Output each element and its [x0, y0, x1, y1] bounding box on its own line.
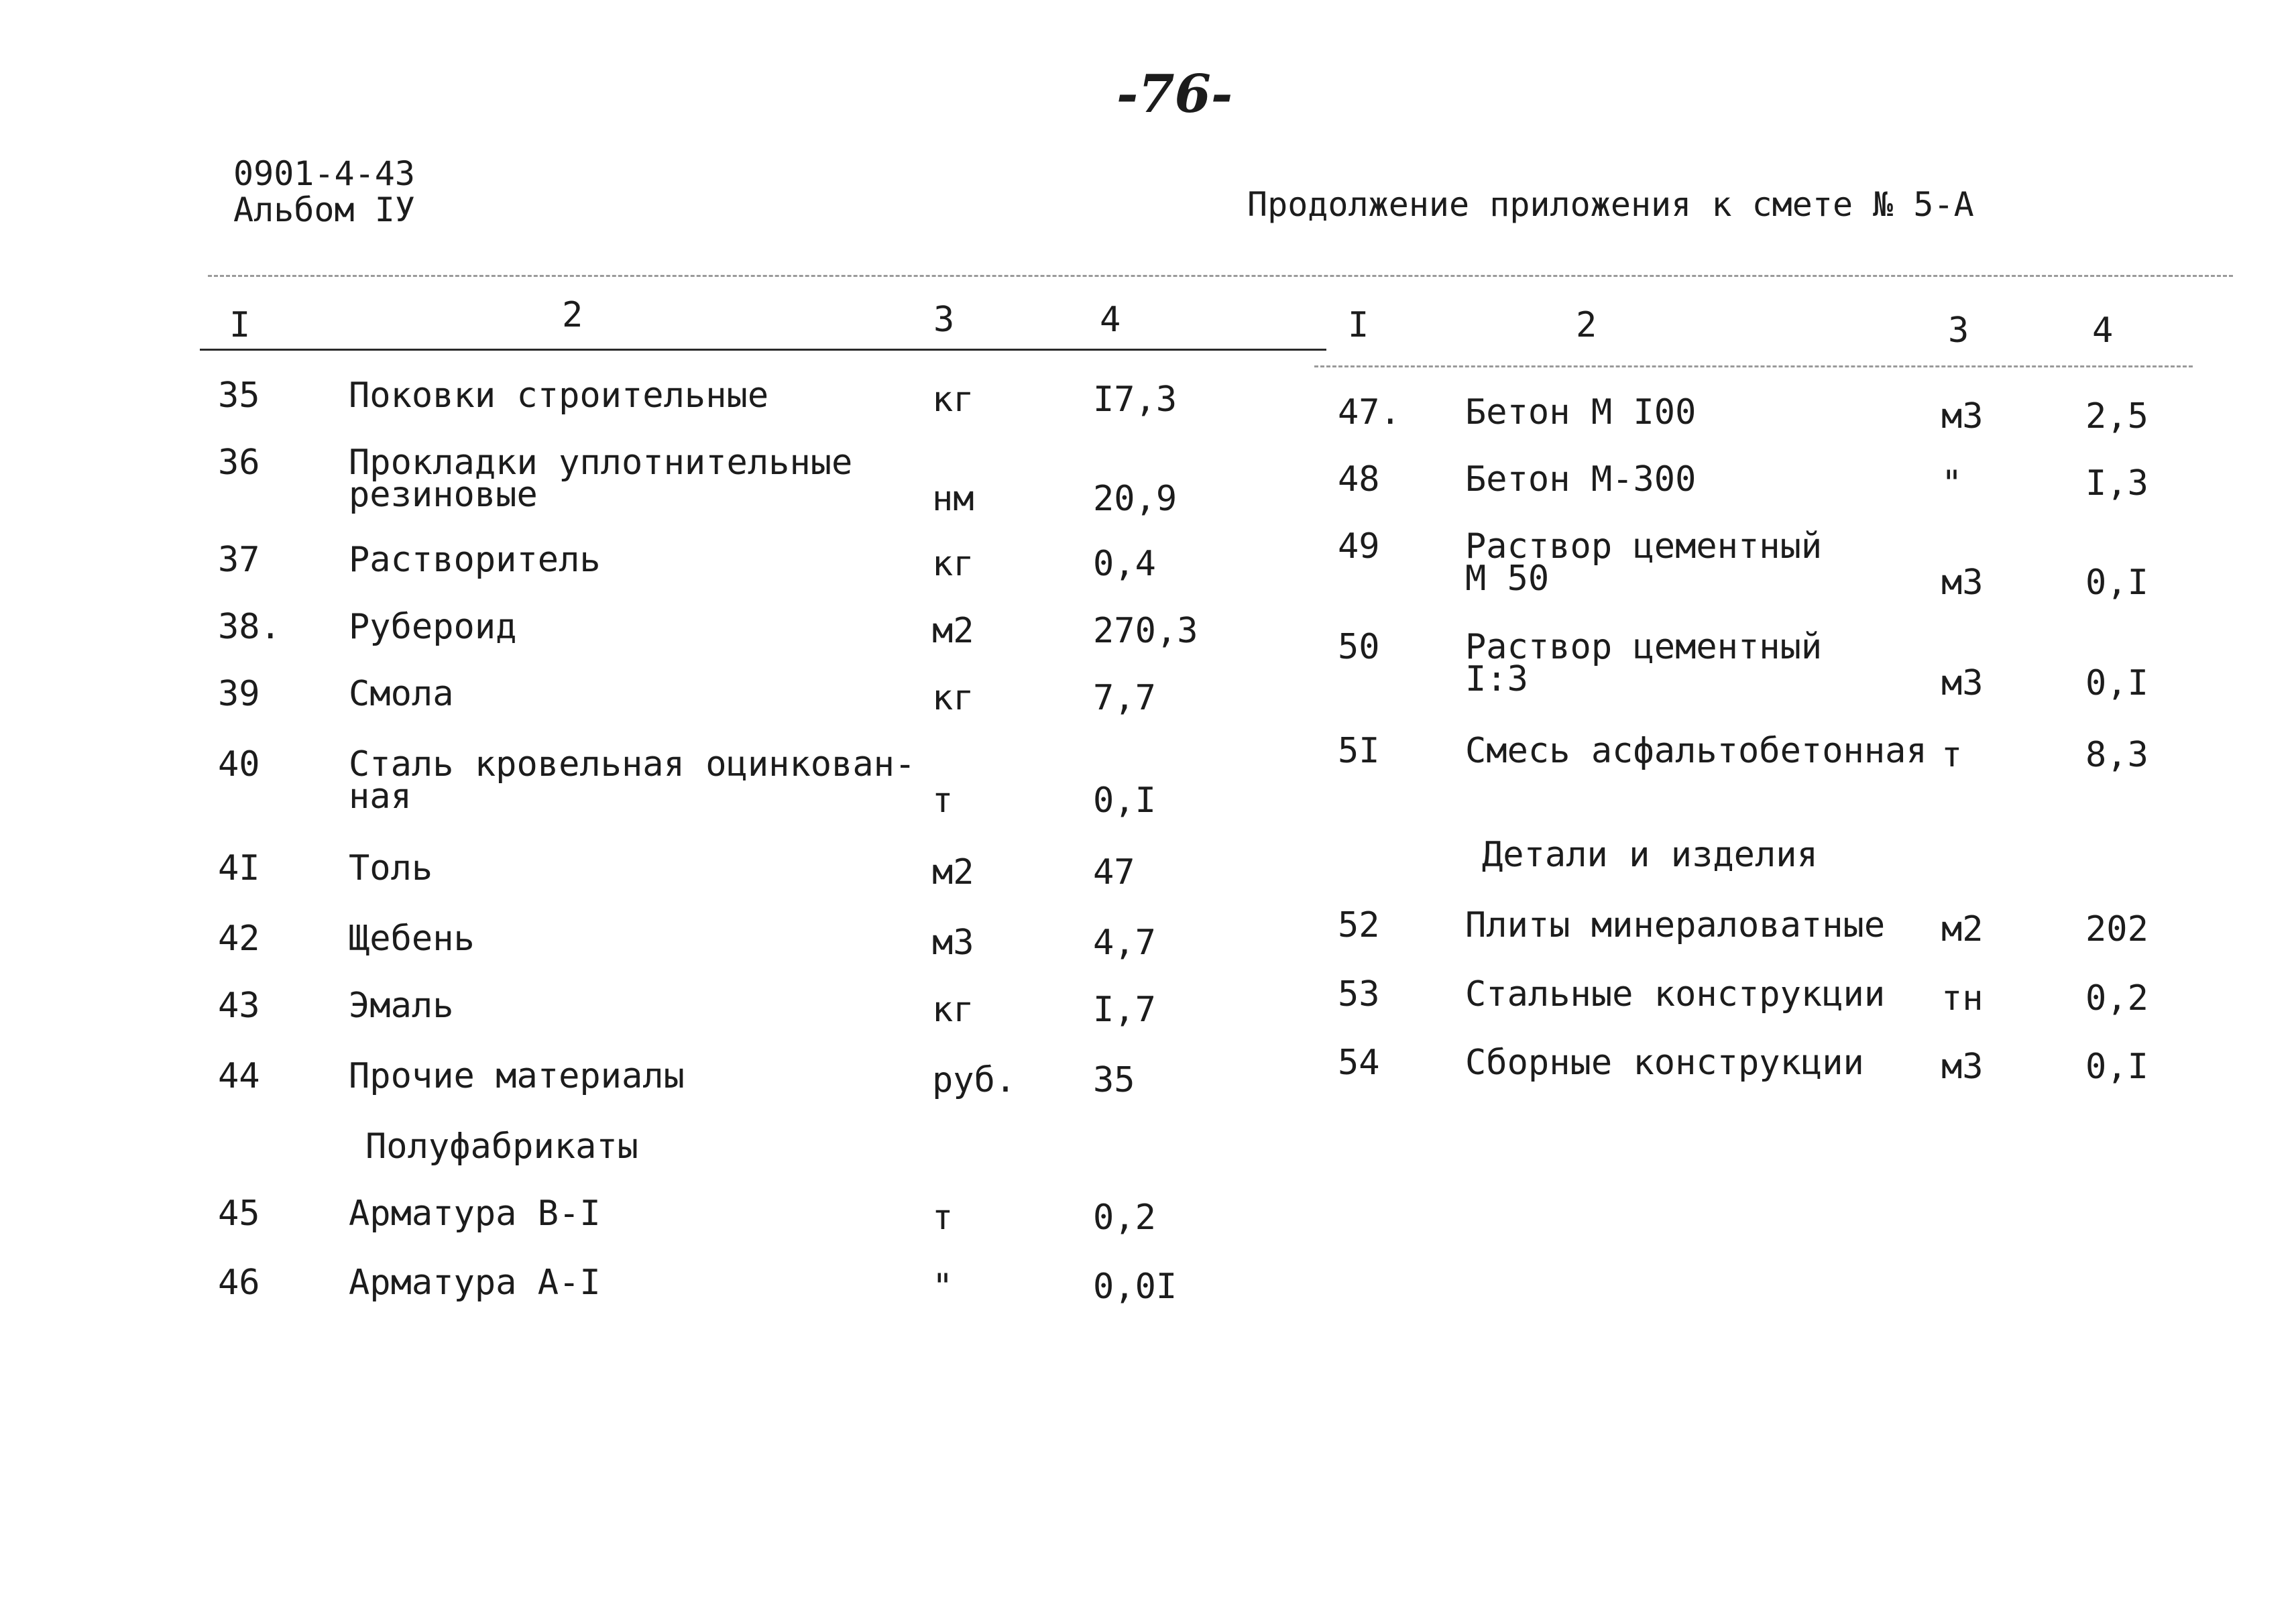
quantity: I7,3	[1093, 380, 1178, 420]
item-name: I:3	[1465, 659, 1528, 699]
row-number: 47.	[1338, 392, 1401, 432]
unit: м3	[1941, 396, 1984, 437]
unit: кг	[932, 990, 974, 1030]
quantity: 7,7	[1093, 678, 1156, 718]
item-name: Смесь асфальтобетонная	[1465, 731, 1927, 771]
unit: т	[1941, 735, 1963, 775]
quantity: 8,3	[2085, 735, 2148, 775]
unit: нм	[932, 479, 974, 519]
quantity: I,3	[2085, 463, 2148, 504]
column-header-1: I	[229, 305, 251, 345]
item-name: Смола	[349, 674, 454, 714]
unit: "	[1941, 463, 1963, 504]
document-title: Продолжение приложения к смете № 5-А	[1247, 185, 1974, 224]
row-number: 49	[1338, 526, 1380, 567]
item-name: Прочие материалы	[349, 1056, 685, 1096]
item-name: ная	[349, 776, 412, 817]
quantity: 47	[1093, 852, 1135, 892]
section-title: Детали и изделия	[1482, 835, 1818, 875]
table-top-rule	[208, 275, 2233, 277]
item-name: Раствор цементный	[1465, 526, 1823, 567]
row-number: 45	[218, 1194, 260, 1234]
item-name: Эмаль	[349, 986, 454, 1026]
unit: м2	[932, 852, 974, 892]
quantity: 0,2	[2085, 978, 2148, 1019]
quantity: 35	[1093, 1060, 1135, 1100]
item-name: Прокладки уплотнительные	[349, 443, 853, 483]
row-number: 44	[218, 1056, 260, 1096]
unit: м3	[1941, 563, 1984, 603]
unit: кг	[932, 678, 974, 718]
row-number: 50	[1338, 627, 1380, 667]
row-number: 5I	[1338, 731, 1380, 771]
quantity: 0,I	[2085, 563, 2148, 603]
quantity: 4,7	[1093, 923, 1156, 963]
column-header-2: 2	[1576, 305, 1597, 345]
item-name: Арматура В-I	[349, 1194, 601, 1234]
column-header-4: 4	[1100, 300, 1121, 340]
row-number: 39	[218, 674, 260, 714]
document-code: 0901-4-43	[233, 154, 415, 193]
unit: м2	[1941, 909, 1984, 949]
item-name: Бетон М I00	[1465, 392, 1697, 432]
unit: т	[932, 1198, 954, 1238]
row-number: 53	[1338, 974, 1380, 1014]
unit: м3	[932, 923, 974, 963]
column-header-2: 2	[562, 295, 583, 335]
item-name: Толь	[349, 848, 433, 888]
column-header-3: 3	[933, 300, 955, 340]
item-name: Поковки строительные	[349, 375, 769, 416]
unit: м3	[1941, 1047, 1984, 1087]
item-name: Сталь кровельная оцинкован-	[349, 744, 916, 785]
unit: "	[932, 1267, 954, 1307]
unit: т	[932, 780, 954, 821]
unit: тн	[1941, 978, 1984, 1019]
column-header-3: 3	[1948, 310, 1969, 351]
quantity: 0,0I	[1093, 1267, 1178, 1307]
quantity: I,7	[1093, 990, 1156, 1030]
item-name: резиновые	[349, 475, 538, 515]
item-name: Плиты минераловатные	[1465, 905, 1886, 945]
row-number: 42	[218, 919, 260, 959]
header-rule-left	[200, 349, 1326, 351]
unit: м2	[932, 611, 974, 651]
item-name: М 50	[1465, 559, 1550, 599]
row-number: 37	[218, 540, 260, 580]
item-name: Бетон М-300	[1465, 459, 1697, 500]
item-name: Растворитель	[349, 540, 601, 580]
quantity: 202	[2085, 909, 2148, 949]
row-number: 46	[218, 1263, 260, 1303]
album-label: Альбом IУ	[233, 190, 415, 229]
quantity: 0,I	[2085, 663, 2148, 703]
column-header-1: I	[1348, 305, 1369, 345]
quantity: 0,4	[1093, 544, 1156, 584]
item-name: Рубероид	[349, 607, 517, 647]
unit: кг	[932, 380, 974, 420]
quantity: 270,3	[1093, 611, 1198, 651]
row-number: 48	[1338, 459, 1380, 500]
row-number: 36	[218, 443, 260, 483]
row-number: 35	[218, 375, 260, 416]
item-name: Щебень	[349, 919, 475, 959]
row-number: 52	[1338, 905, 1380, 945]
unit: руб.	[932, 1060, 1017, 1100]
quantity: 0,I	[1093, 780, 1156, 821]
item-name: Сборные конструкции	[1465, 1043, 1864, 1083]
page-number: -76-	[1116, 64, 1233, 125]
column-header-4: 4	[2092, 310, 2114, 351]
row-number: 43	[218, 986, 260, 1026]
row-number: 4I	[218, 848, 260, 888]
item-name: Арматура А-I	[349, 1263, 601, 1303]
unit: м3	[1941, 663, 1984, 703]
header-rule-right	[1314, 365, 2193, 367]
item-name: Раствор цементный	[1465, 627, 1823, 667]
row-number: 40	[218, 744, 260, 785]
row-number: 54	[1338, 1043, 1380, 1083]
quantity: 0,I	[2085, 1047, 2148, 1087]
quantity: 20,9	[1093, 479, 1178, 519]
quantity: 2,5	[2085, 396, 2148, 437]
item-name: Стальные конструкции	[1465, 974, 1886, 1014]
unit: кг	[932, 544, 974, 584]
quantity: 0,2	[1093, 1198, 1156, 1238]
section-title: Полуфабрикаты	[365, 1126, 638, 1167]
row-number: 38.	[218, 607, 281, 647]
